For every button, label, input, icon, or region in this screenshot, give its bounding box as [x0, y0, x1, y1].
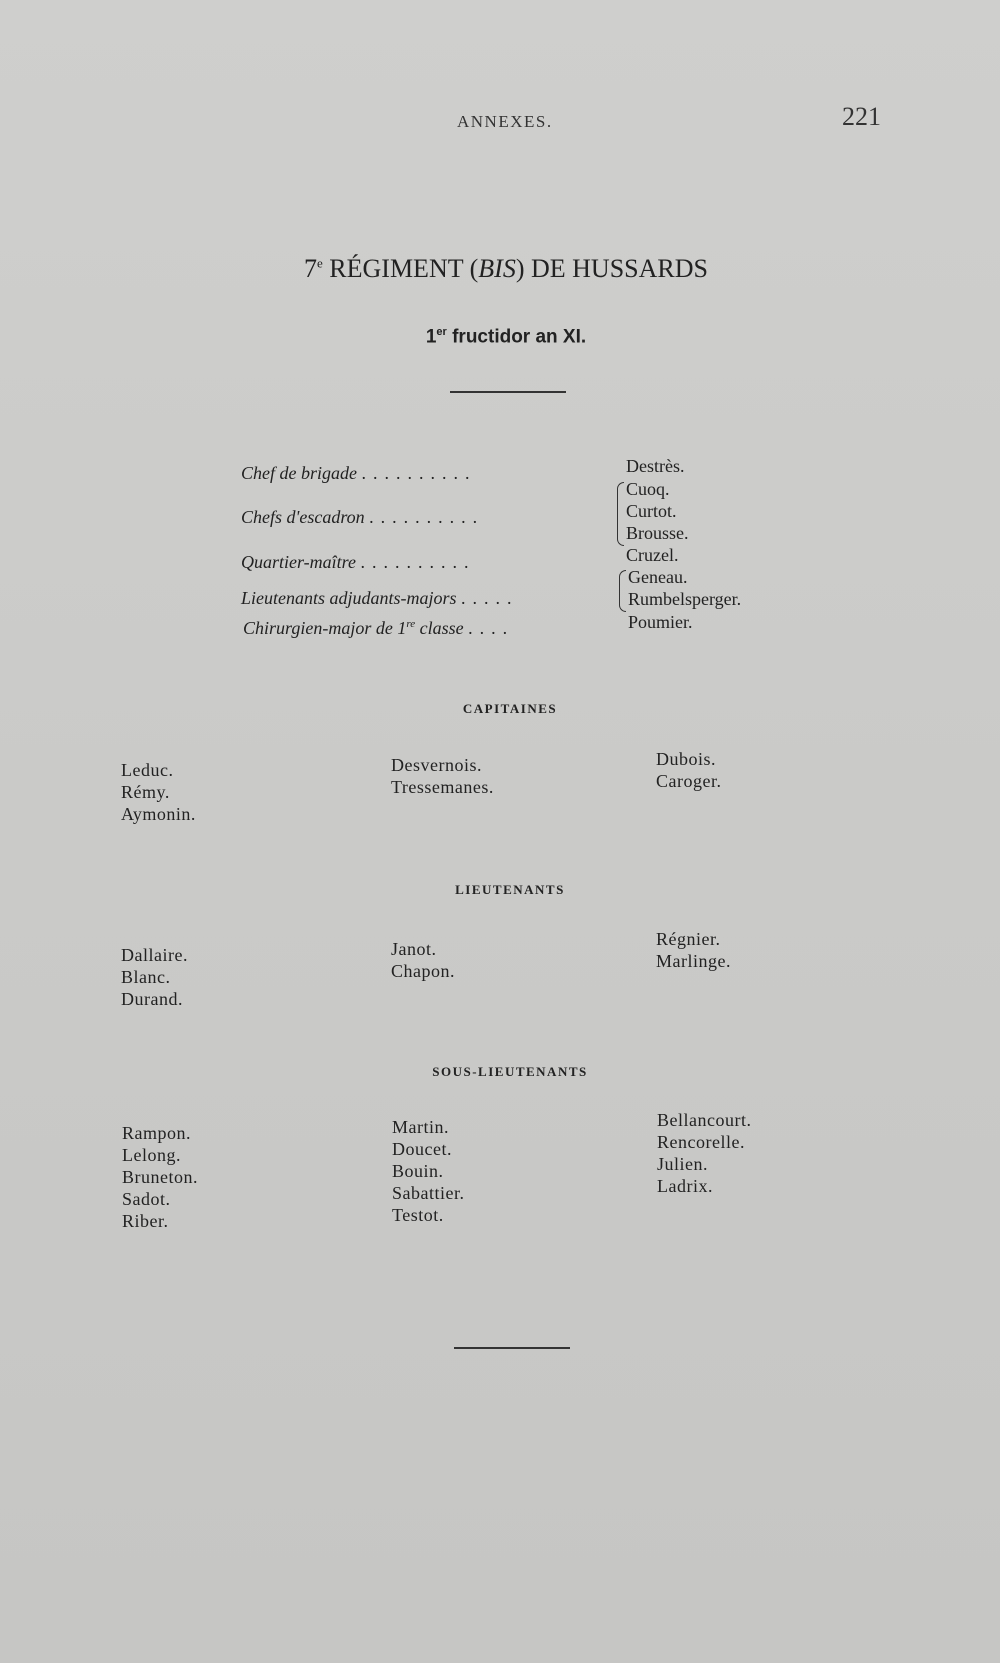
list-item: Doucet. — [392, 1139, 452, 1159]
title-sup: e — [317, 255, 323, 271]
staff-name: Brousse. — [626, 523, 689, 543]
list-item: Marlinge. — [656, 951, 731, 971]
dot-leader: .... — [468, 618, 515, 638]
staff-label-text: classe — [415, 618, 464, 638]
dot-leader: ..... — [461, 588, 519, 608]
brace — [619, 570, 626, 612]
title-text-b: ) DE HUSSARDS — [515, 254, 708, 283]
list-item: Martin. — [392, 1117, 449, 1137]
running-title: ANNEXES. — [457, 112, 553, 131]
divider-top — [450, 391, 566, 393]
staff-label-chef-brigade — [241, 463, 476, 484]
staff-label-chefs-escadron — [241, 507, 484, 528]
list-item: Leduc. — [121, 760, 174, 780]
list-item: Lelong. — [122, 1145, 181, 1165]
lieutenants-col-3 — [656, 928, 731, 972]
list-item: Caroger. — [656, 771, 722, 791]
list-item: Rampon. — [122, 1123, 191, 1143]
subtitle-num: 1 — [425, 326, 437, 348]
list-item: Chapon. — [391, 961, 455, 981]
staff-name: Rumbelsperger. — [628, 589, 742, 609]
lieutenants-col-1 — [121, 944, 188, 1010]
staff-label-quartier-maitre — [241, 552, 475, 573]
sous-lieutenants-col-2 — [392, 1116, 464, 1226]
staff-label-sup: re — [406, 618, 416, 630]
list-item: Bouin. — [392, 1161, 444, 1181]
staff-name: Cuoq. — [626, 479, 670, 499]
lieutenants-col-2 — [391, 938, 455, 982]
list-item: Dubois. — [656, 749, 717, 769]
staff-name: Curtot. — [626, 501, 677, 521]
capitaines-col-3 — [656, 748, 721, 792]
divider-bottom — [454, 1347, 570, 1349]
list-item: Aymonin. — [121, 804, 196, 824]
list-item: Sabattier. — [392, 1183, 465, 1203]
list-item: Régnier. — [656, 929, 721, 949]
sous-lieutenants-col-1 — [122, 1122, 198, 1232]
staff-label-text: Chef de brigade — [241, 463, 357, 483]
staff-name: Geneau. — [628, 567, 688, 587]
list-item: Blanc. — [121, 967, 171, 987]
page-number: 221 — [842, 102, 881, 131]
list-item: Tressemanes. — [391, 777, 494, 797]
page-title — [0, 254, 1000, 284]
list-item: Sadot. — [122, 1189, 171, 1209]
staff-label-lieutenants-adjudants — [241, 588, 519, 609]
capitaines-col-1 — [121, 759, 196, 825]
title-number: 7 — [304, 254, 317, 283]
list-item: Riber. — [122, 1211, 169, 1231]
subtitle-text: fructidor an XI. — [446, 326, 587, 348]
staff-label-chirurgien-major — [243, 618, 514, 639]
dot-leader: .......... — [369, 507, 485, 527]
list-item: Ladrix. — [657, 1176, 713, 1196]
staff-name: Cruzel. — [626, 545, 679, 565]
staff-label-text: Quartier-maître — [241, 552, 356, 572]
staff-label-text: Chirurgien-major de 1 — [243, 618, 407, 638]
list-item: Bellancourt. — [657, 1110, 752, 1130]
list-item: Testot. — [392, 1205, 444, 1225]
list-item: Rencorelle. — [657, 1132, 745, 1152]
title-bis: BIS — [478, 254, 516, 283]
list-item: Rémy. — [121, 782, 170, 802]
subtitle-sup: er — [436, 326, 447, 338]
dot-leader: .......... — [360, 552, 476, 572]
list-item: Dallaire. — [121, 945, 188, 965]
list-item: Janot. — [391, 939, 437, 959]
brace — [617, 482, 624, 546]
staff-name: Destrès. — [626, 456, 685, 476]
section-heading-sous-lieutenants: SOUS-LIEUTENANTS — [432, 1064, 588, 1079]
sous-lieutenants-col-3 — [657, 1109, 751, 1197]
staff-label-text: Chefs d'escadron — [241, 507, 365, 527]
dot-leader: .......... — [361, 463, 477, 483]
staff-label-text: Lieutenants adjudants-majors — [241, 588, 457, 608]
list-item: Desvernois. — [391, 755, 482, 775]
list-item: Durand. — [121, 989, 183, 1009]
section-heading-lieutenants: LIEUTENANTS — [455, 882, 565, 897]
staff-name: Poumier. — [628, 612, 693, 632]
capitaines-col-2 — [391, 754, 494, 798]
list-item: Julien. — [657, 1154, 708, 1174]
section-heading-capitaines: CAPITAINES — [462, 701, 558, 716]
list-item: Bruneton. — [122, 1167, 198, 1187]
title-text-a: RÉGIMENT ( — [322, 254, 479, 283]
page-subtitle — [0, 326, 1000, 348]
